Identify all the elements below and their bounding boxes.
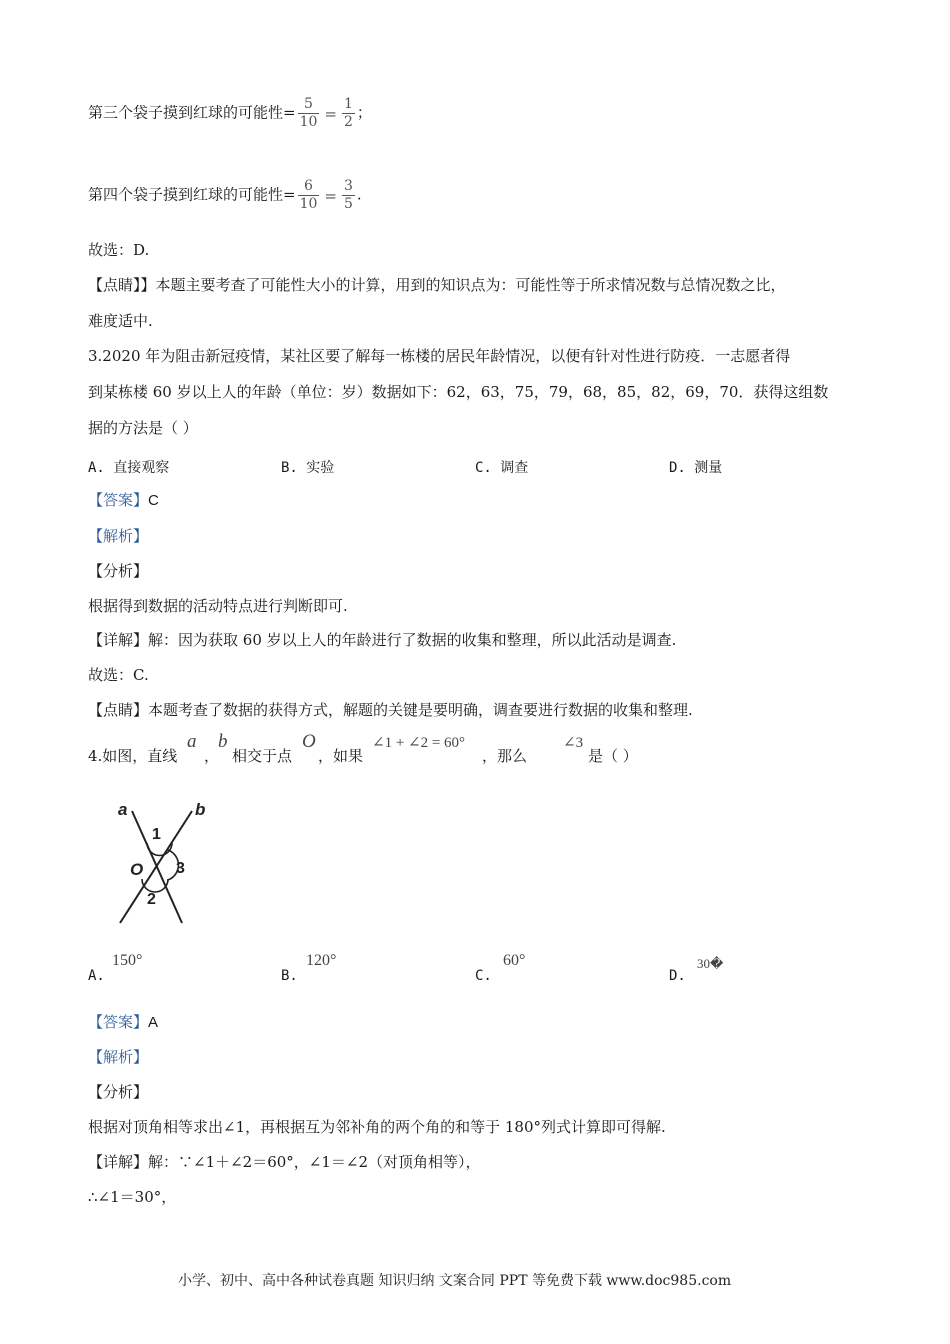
probability-line-bag4: 第四个袋子摸到红球的可能性= $\frac{6}{10}$ = $\frac{3}{5}$ .	[88, 178, 362, 212]
q3-stem-line-3: 据的方法是（ ）	[88, 419, 198, 437]
q4-option-c-letter: C.	[475, 968, 492, 984]
comment-line-1: 【点睛】】本题主要考查了可能性大小的计算，用到的知识点为：可能性等于所求情况数与总情况数之比，	[88, 276, 786, 294]
q4-fenxi-tag: 【分析】	[88, 1083, 149, 1101]
q3-option-d: D. 测量	[669, 460, 723, 476]
q4-answer: 【答案】A	[88, 1013, 159, 1031]
figure-label-o: O	[130, 860, 144, 879]
q4-option-b-value: 120°	[306, 952, 337, 969]
q4-condition: ∠1 + ∠2 = 60°	[372, 735, 466, 751]
q3-fenxi-text: 根据得到数据的活动特点进行判断即可.	[88, 597, 348, 615]
fraction-1-2: $\frac{1}{2}$	[343, 96, 353, 130]
intersecting-lines-figure	[112, 795, 222, 930]
footer-text: 小学、初中、高中各种试卷真题 知识归纳 文案合同 PPT 等免费下载 www.doc985.com	[178, 1273, 732, 1289]
q3-comment: 【点睛】本题考查了数据的获得方式，解题的关键是要明确，调查要进行数据的收集和整理.	[88, 701, 693, 719]
q3-answer: 【答案】C	[88, 491, 159, 509]
q4-stem-text-1: 4.如图，直线	[88, 747, 178, 765]
fraction-5-10: $\frac{5}{10}$	[299, 96, 318, 130]
figure-label-2: 2	[147, 891, 156, 908]
q3-analysis-tag: 【解析】	[88, 527, 149, 545]
q3-fenxi-tag: 【分析】	[88, 562, 149, 580]
q4-option-d-value: 30�	[697, 956, 724, 971]
fraction-3-5: $\frac{3}{5}$	[343, 178, 353, 212]
q4-option-a-letter: A.	[88, 968, 105, 984]
comment-line-2: 难度适中.	[88, 312, 153, 330]
q4-fenxi-text: 根据对顶角相等求出∠1，再根据互为邻补角的两个角的和等于 180°列式计算即可得解.	[88, 1118, 666, 1136]
q3-stem-line-2: 到某栋楼 60 岁以上人的年龄（单位：岁）数据如下：62，63，75，79，68，85，82，69，70．获得这组数	[88, 383, 829, 401]
q4-stem-text-4: ，那么	[482, 747, 528, 765]
choice-d-line: 故选：D.	[88, 241, 150, 259]
figure-label-a: a	[118, 800, 128, 819]
figure-label-3: 3	[176, 860, 185, 877]
q4-stem-text-5: 是（ ）	[588, 747, 638, 765]
q4-line-a: a	[187, 731, 197, 752]
probability-line-bag3: 第三个袋子摸到红球的可能性= $\frac{5}{10}$ = $\frac{1}{2}$ ；	[88, 96, 372, 130]
q4-option-c-value: 60°	[503, 952, 526, 969]
q3-detail: 【详解】解：因为获取 60 岁以上人的年龄进行了数据的收集和整理，所以此活动是调查.	[88, 631, 677, 649]
q3-option-c: C. 调查	[475, 460, 529, 476]
q3-choose: 故选：C.	[88, 666, 149, 684]
q3-option-a: A. 直接观察	[88, 460, 170, 476]
q4-analysis-tag: 【解析】	[88, 1048, 149, 1066]
figure-label-1: 1	[152, 826, 161, 843]
q4-line-b: b	[218, 731, 228, 752]
q3-option-b: B. 实验	[281, 460, 335, 476]
q4-angle-3: ∠3	[563, 735, 584, 751]
q4-stem-text-2: 相交于点	[232, 747, 293, 765]
q4-option-b-letter: B.	[281, 968, 298, 984]
q4-option-d-letter: D.	[669, 968, 686, 984]
q4-comma: ，	[204, 747, 220, 765]
q4-option-a-value: 150°	[112, 952, 143, 969]
q4-stem-text-3: ，如果	[318, 747, 364, 765]
fraction-6-10: $\frac{6}{10}$	[299, 178, 318, 212]
figure-label-b: b	[195, 800, 206, 819]
q4-therefore: ∴∠1＝30°，	[88, 1188, 177, 1206]
q4-detail: 【详解】解：∵∠1＋∠2＝60°，∠1＝∠2（对顶角相等），	[88, 1153, 481, 1171]
q3-stem-line-1: 3.2020 年为阻击新冠疫情，某社区要了解每一栋楼的居民年龄情况，以便有针对性进行防疫．一志愿者得	[88, 347, 791, 365]
q4-point-o: O	[302, 731, 316, 752]
